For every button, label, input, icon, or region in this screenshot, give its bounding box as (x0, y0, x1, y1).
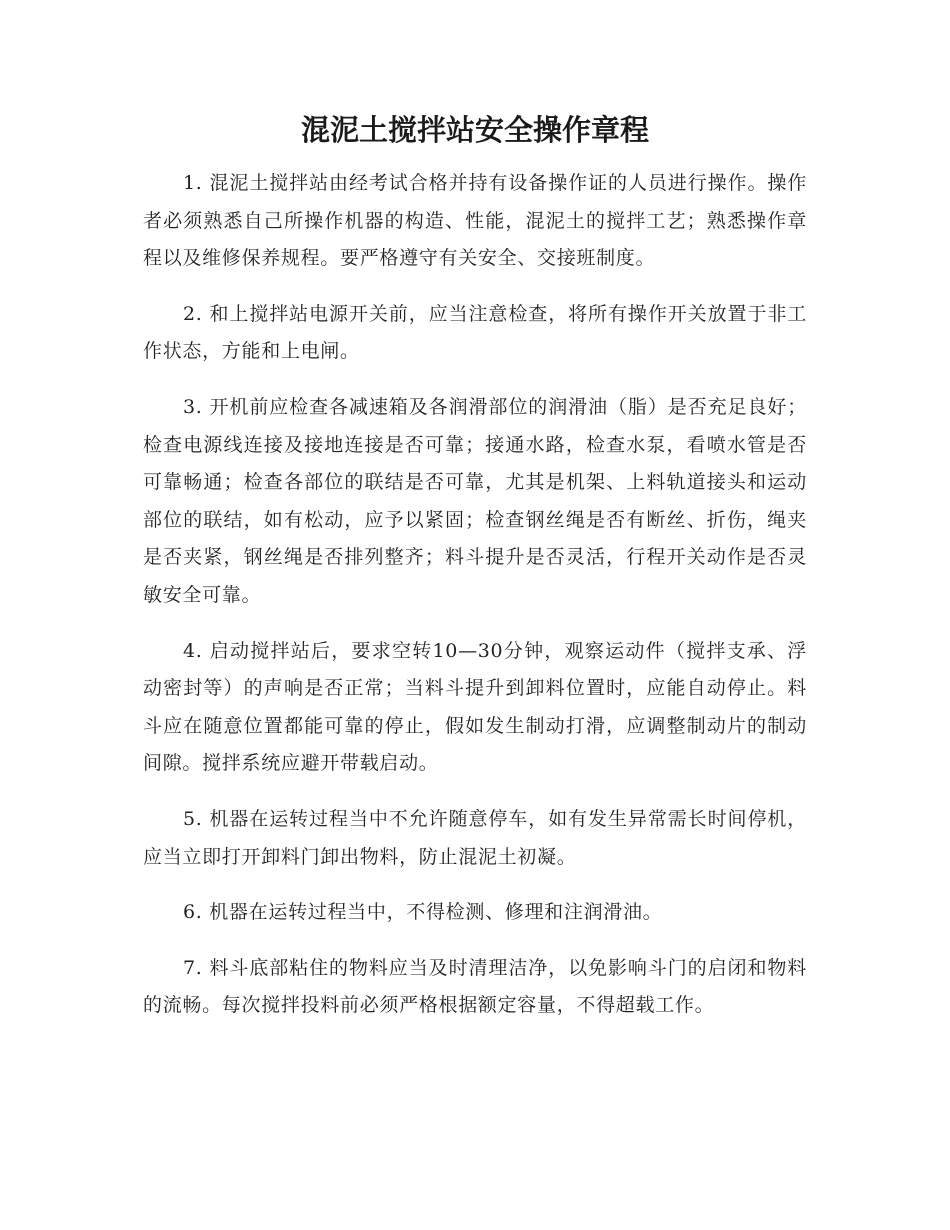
paragraph-5: 5. 机器在运转过程当中不允许随意停车，如有发生异常需长时间停机，应当立即打开卸料门卸出物料，防止混泥土初凝。 (143, 807, 807, 868)
paragraph-1: 1. 混泥土搅拌站由经考试合格并持有设备操作证的人员进行操作。操作者必须熟悉自己所操作机器的构造、性能，混泥土的搅拌工艺；熟悉操作章程以及维修保养规程。要严格遵守有关安全、交接班制度。 (143, 172, 807, 270)
document-body (143, 165, 807, 1043)
paragraph-2: 2. 和上搅拌站电源开关前，应当注意检查，将所有操作开关放置于非工作状态，方能和上电闸。 (143, 302, 807, 363)
paragraph-3: 3. 开机前应检查各减速箱及各润滑部位的润滑油（脂）是否充足良好；检查电源线连接及接地连接是否可靠；接通水路，检查水泵，看喷水管是否可靠畅通；检查各部位的联结是否可靠，尤其是机架、上料轨道接头和运动部位的联结，如有松动，应予以紧固；检查钢丝绳是否有断丝、折伤，绳夹是否夹紧，钢丝绳是否排列整齐；料斗提升是否灵活，行程开关动作是否灵敏安全可靠。 (143, 395, 807, 606)
paragraph-4: 4. 启动搅拌站后，要求空转10—30分钟，观察运动件（搅拌支承、浮动密封等）的声响是否正常；当料斗提升到卸料位置时，应能自动停止。料斗应在随意位置都能可靠的停止，假如发生制动打滑，应调整制动片的制动间隙。搅拌系统应避开带载启动。 (143, 639, 807, 775)
paragraph-6: 6. 机器在运转过程当中，不得检测、修理和注润滑油。 (183, 901, 663, 924)
paragraph-7: 7. 料斗底部粘住的物料应当及时清理洁净，以免影响斗门的启闭和物料的流畅。每次搅拌投料前必须严格根据额定容量，不得超载工作。 (143, 956, 807, 1017)
document-title: 混泥土搅拌站安全操作章程 (300, 113, 649, 147)
